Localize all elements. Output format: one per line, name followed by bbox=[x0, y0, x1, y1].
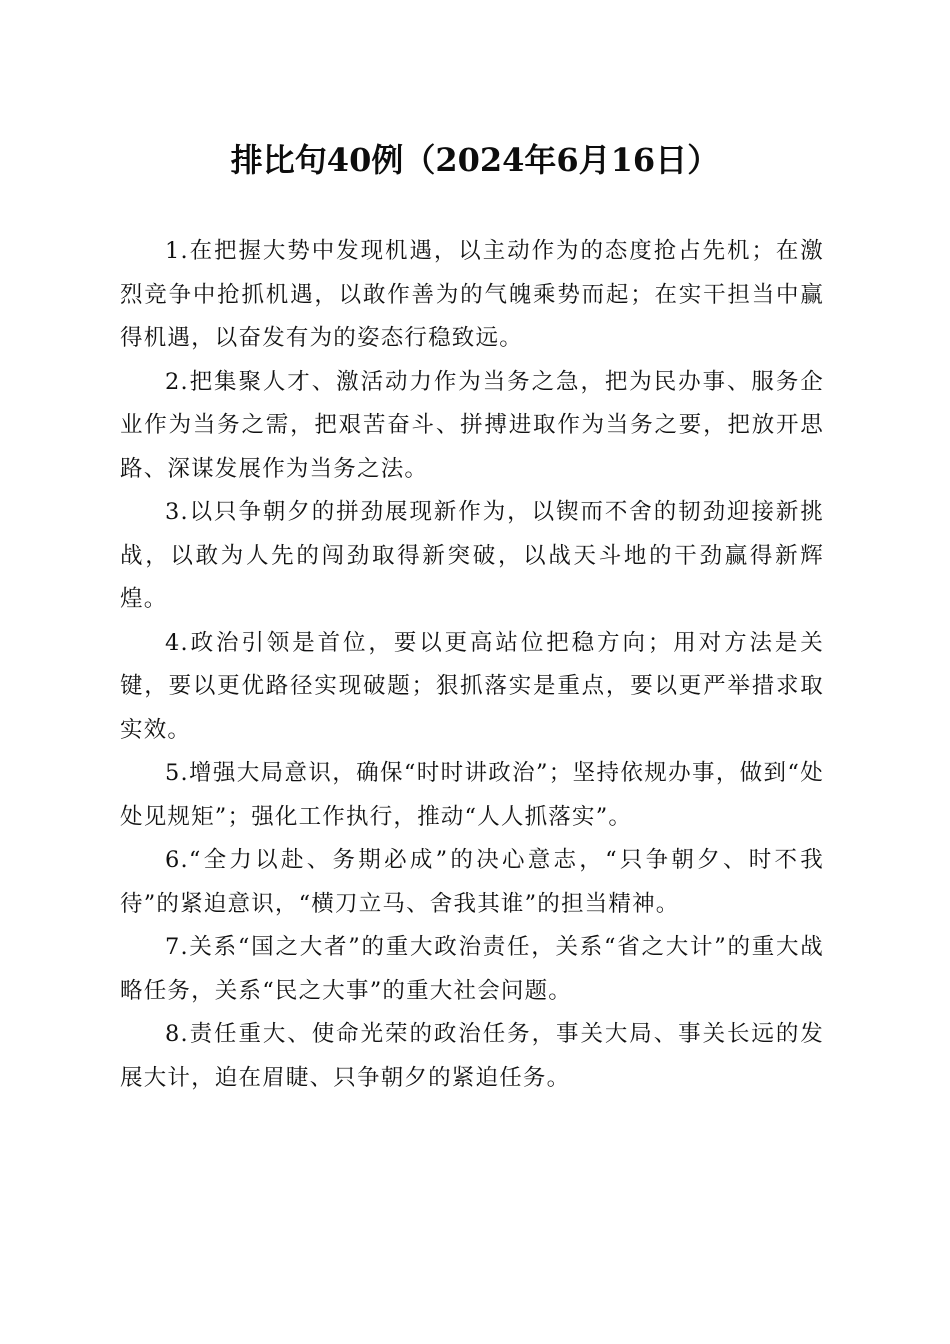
paragraph-2: 2.把集聚人才、激活动力作为当务之急，把为民办事、服务企业作为当务之需，把艰苦奋斗、拼搏进取作为当务之要，把放开思路、深谋发展作为当务之法。 bbox=[120, 368, 824, 482]
document-title: 排比句40例（2024年6月16日） bbox=[230, 141, 720, 179]
paragraph-1: 1.在把握大势中发现机遇，以主动作为的态度抢占先机；在激烈竞争中抢抓机遇，以敢作善为的气魄乘势而起；在实干担当中赢得机遇，以奋发有为的姿态行稳致远。 bbox=[120, 238, 824, 351]
paragraph-3: 3.以只争朝夕的拼劲展现新作为，以锲而不舍的韧劲迎接新挑战，以敢为人先的闯劲取得新突破，以战天斗地的干劲赢得新辉煌。 bbox=[120, 499, 824, 612]
paragraph-4: 4.政治引领是首位，要以更高站位把稳方向；用对方法是关键，要以更优路径实现破题；狠抓落实是重点，要以更严举措求取实效。 bbox=[120, 629, 824, 743]
paragraph-5: 5.增强大局意识，确保“时时讲政治”；坚持依规办事，做到“处处见规矩”；强化工作执行，推动“人人抓落实”。 bbox=[120, 760, 824, 830]
paragraph-7: 7.关系“国之大者”的重大政治责任，关系“省之大计”的重大战略任务，关系“民之大事”的重大社会问题。 bbox=[120, 934, 824, 1004]
paragraph-8: 8.责任重大、使命光荣的政治任务，事关大局、事关长远的发展大计，迫在眉睫、只争朝夕的紧迫任务。 bbox=[120, 1021, 824, 1091]
document-body bbox=[120, 230, 824, 1100]
paragraph-6: 6.“全力以赴、务期必成”的决心意志，“只争朝夕、时不我待”的紧迫意识，“横刀立马、舍我其谁”的担当精神。 bbox=[120, 847, 824, 917]
